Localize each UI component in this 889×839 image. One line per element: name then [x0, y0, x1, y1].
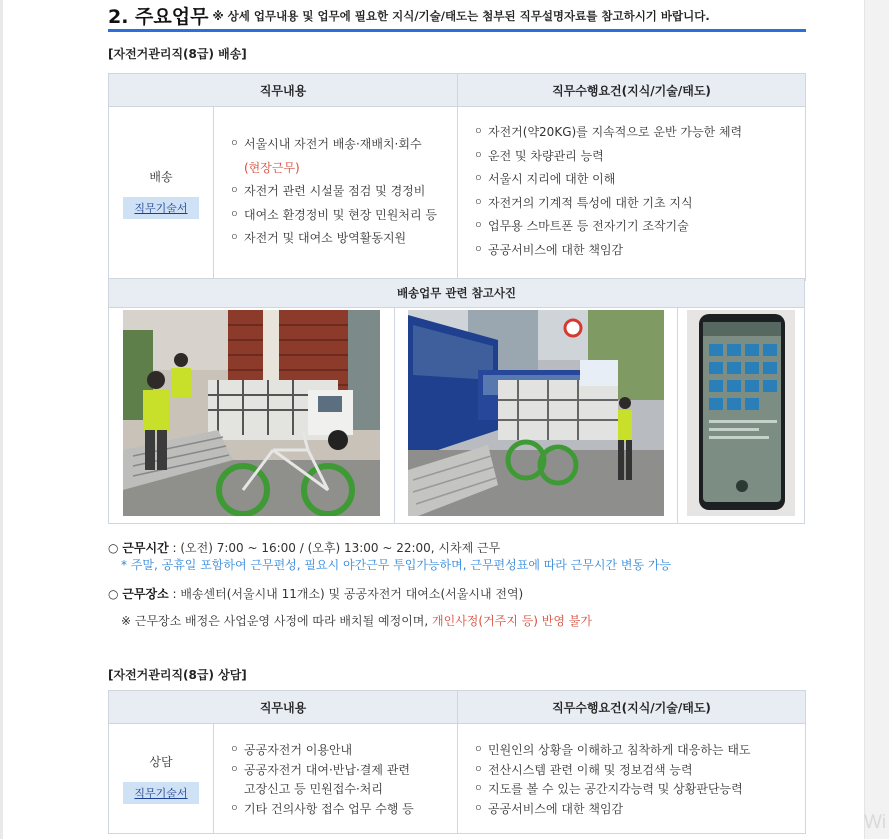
photo-heading: 배송업무 관련 참고사진 [108, 278, 805, 308]
photo-row [108, 307, 805, 524]
circle-bullet-icon: ○ [108, 541, 123, 555]
delivery-duties-list [215, 133, 456, 251]
consult-col-duty: 직무내용 [109, 691, 458, 724]
work-place-text: : 배송센터(서울시내 11개소) 및 공공자전거 대여소(서울시내 전역) [168, 587, 524, 601]
work-place-label: 근무장소 [122, 587, 169, 601]
window-scrollbar-area[interactable] [864, 0, 889, 839]
consult-col-req: 직무수행요건(지식/기술/태도) [458, 691, 806, 724]
work-hours-line [108, 539, 500, 556]
list-item: ㅇ 업무용 스마트폰 등 전자기기 조작기술 [475, 215, 804, 239]
delivery-role-name: 배송 [149, 170, 173, 184]
activation-watermark: Wi [864, 812, 887, 833]
consult-req-cell [458, 724, 806, 834]
delivery-col-req: 직무수행요건(지식/기술/태도) [458, 74, 806, 107]
consult-role-cell [109, 724, 214, 834]
delivery-req-list [459, 121, 804, 263]
work-place-note-text: ※ 근무장소 배정은 사업운영 사정에 따라 배치될 예정이며, [121, 614, 433, 628]
consult-req-list [459, 741, 804, 819]
list-item: ㅇ 자전거의 기계적 특성에 대한 기초 지식 [475, 192, 804, 216]
circle-bullet-icon: ○ [108, 587, 123, 601]
work-place-line [108, 585, 523, 602]
list-item: ㅇ 기타 건의사항 접수 업무 수행 등 [231, 800, 456, 820]
list-item: ㅇ 서울시 지리에 대한 이해 [475, 168, 804, 192]
photo-truck-loading [123, 310, 380, 516]
section-note: ※ 상세 업무내용 및 업무에 필요한 지식/기술/태도는 첨부된 직무설명자료를 참고하시기 바랍니다. [212, 8, 710, 23]
work-place-note-warning: 개인사정(거주지 등) 반영 불가 [432, 614, 592, 628]
list-item: ㅇ 민원인의 상황을 이해하고 침착하게 대응하는 태도 [475, 741, 804, 761]
photo-divider [677, 307, 678, 523]
list-item: ㅇ 공공서비스에 대한 책임감 [475, 239, 804, 263]
list-item: (현장근무) [244, 160, 300, 175]
photo-smartphone [687, 310, 795, 516]
list-item: ㅇ 서울시내 자전거 배송·재배치·회수 [231, 133, 456, 157]
work-place-note [121, 612, 592, 629]
work-hours-label: 근무시간 [122, 541, 169, 555]
work-hours-text: : (오전) 7:00 ~ 16:00 / (오후) 13:00 ~ 22:00, 시차제 근무 [168, 541, 501, 555]
delivery-duty-table [108, 73, 806, 281]
delivery-job-description-link[interactable]: 직무기술서 [123, 197, 198, 219]
list-item: ㅇ 지도를 볼 수 있는 공간지각능력 및 상황판단능력 [475, 780, 804, 800]
list-item: ㅇ 대여소 환경정비 및 현장 민원처리 등 [231, 204, 456, 228]
page-left-edge [0, 0, 3, 839]
consult-duty-table [108, 690, 806, 834]
photo-bus-truck [408, 310, 664, 516]
delivery-duties-cell [214, 107, 458, 281]
section-title [108, 2, 806, 28]
title-underline [108, 29, 806, 32]
delivery-role-cell [109, 107, 214, 281]
list-item: ㅇ 전산시스템 관련 이해 및 정보검색 능력 [475, 761, 804, 781]
consult-job-description-link[interactable]: 직무기술서 [123, 782, 198, 804]
delivery-col-duty: 직무내용 [109, 74, 458, 107]
consult-duties-cell [214, 724, 458, 834]
delivery-heading: [자전거관리직(8급) 배송] [108, 47, 247, 61]
photo-divider [394, 307, 395, 523]
consult-duties-list [215, 741, 456, 819]
list-item: ㅇ 자전거 및 대여소 방역활동지원 [231, 227, 456, 251]
section-number-title: 2. 주요업무 [108, 6, 209, 28]
list-item: ㅇ 자전거 관련 시설물 점검 및 경정비 [231, 180, 456, 204]
list-item: ㅇ 공공자전거 대여·반납·결제 관련 [231, 761, 456, 781]
list-item: ㅇ 자전거(약20KG)를 지속적으로 운반 가능한 체력 [475, 121, 804, 145]
list-item: ㅇ 공공자전거 이용안내 [231, 741, 456, 761]
work-hours-note: * 주말, 공휴일 포함하여 근무편성, 필요시 야간근무 투입가능하며, 근무편성표에 따라 근무시간 변동 가능 [121, 558, 672, 572]
consult-heading: [자전거관리직(8급) 상담] [108, 668, 247, 682]
list-item: ㅇ 공공서비스에 대한 책임감 [475, 800, 804, 820]
delivery-req-cell [458, 107, 806, 281]
consult-role-name: 상담 [149, 755, 173, 769]
list-item: 고장신고 등 민원접수·처리 [244, 782, 383, 796]
list-item: ㅇ 운전 및 차량관리 능력 [475, 145, 804, 169]
